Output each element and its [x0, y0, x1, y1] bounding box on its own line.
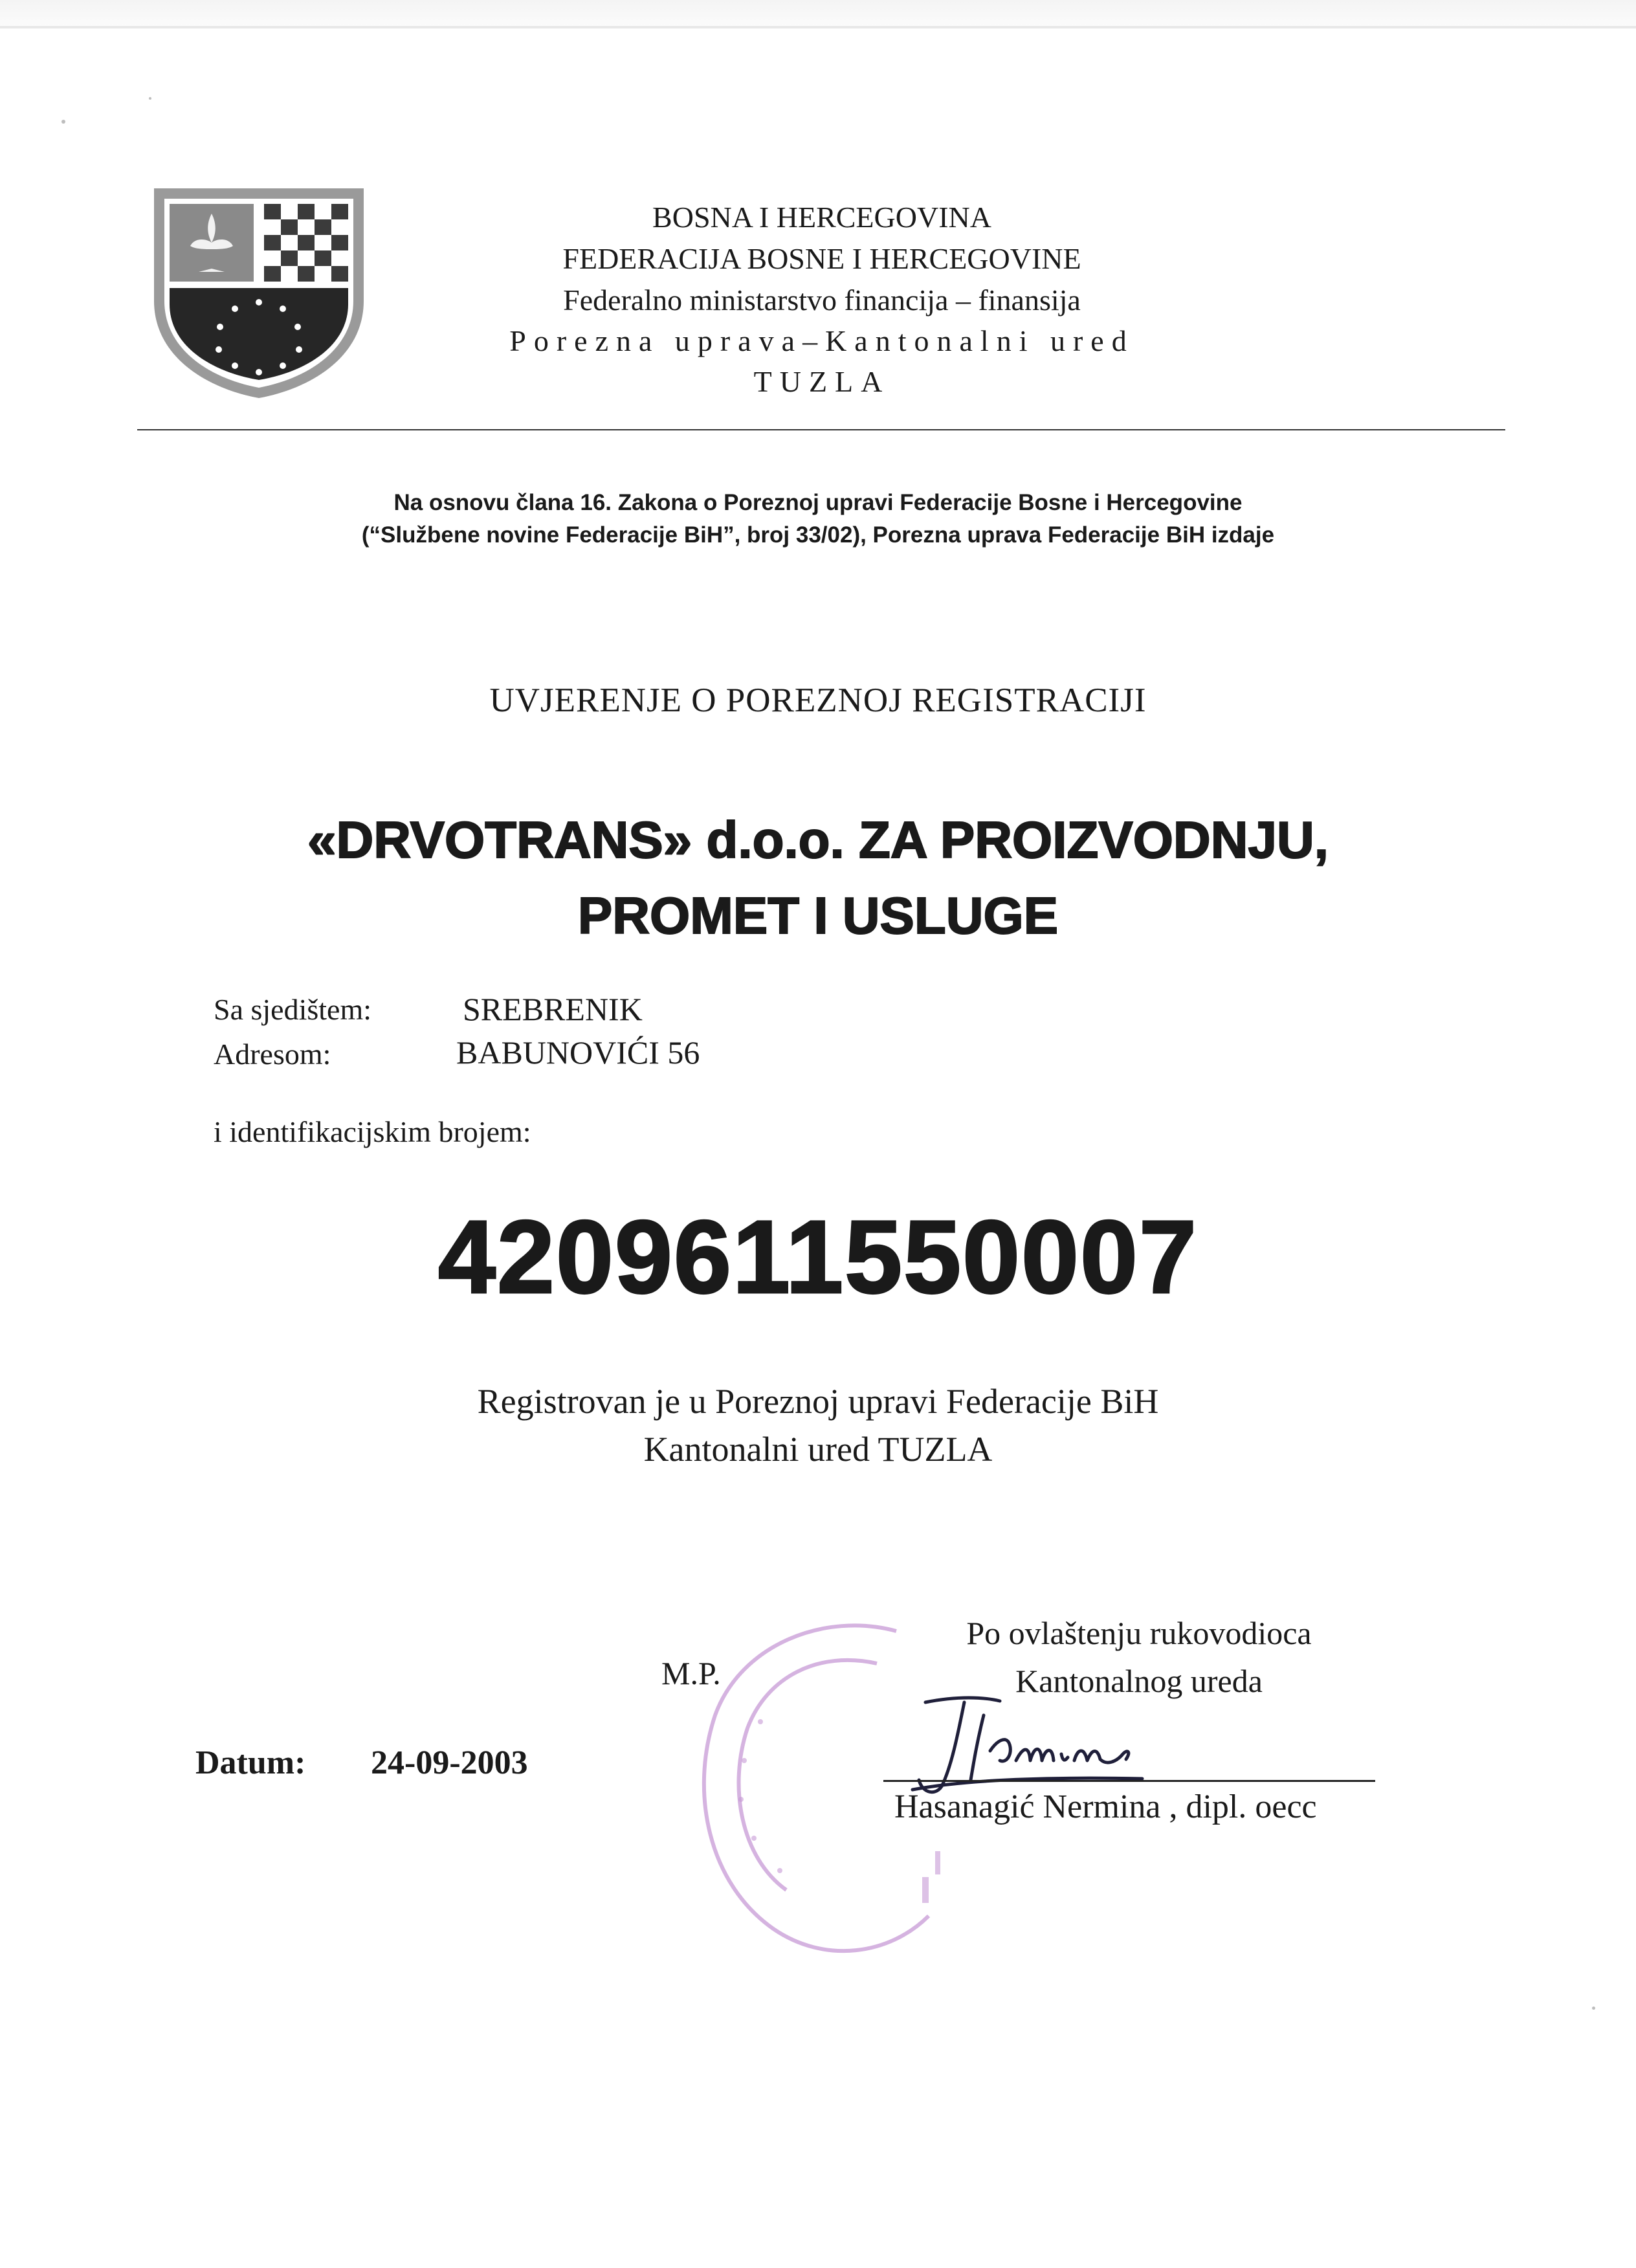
address-label: Adresom: [214, 1038, 331, 1071]
legal-basis-line2: (“Službene novine Federacije BiH”, broj 33/02), Porezna uprava Federacije BiH izdaje [361, 522, 1275, 548]
paper-top-shadow [0, 0, 1636, 26]
date-label: Datum: [195, 1744, 306, 1781]
authority-line1: Po ovlaštenju rukovodioca [966, 1615, 1312, 1651]
tax-id-number: 4209611550007 [438, 1199, 1198, 1315]
scan-speck [61, 120, 65, 124]
authority-line2: Kantonalnog ureda [1015, 1663, 1263, 1699]
header-divider [137, 429, 1505, 430]
date-value: 24-09-2003 [371, 1744, 528, 1781]
header-federation: FEDERACIJA BOSNE I HERCEGOVINE [562, 242, 1081, 275]
header-city: TUZLA [753, 365, 890, 398]
address-value: BABUNOVIĆI 56 [456, 1034, 700, 1071]
paper-top-edge [0, 26, 1636, 28]
header-office: Porezna uprava–Kantonalni ured [509, 324, 1134, 357]
seal-place-label: M.P. [661, 1655, 721, 1691]
legal-basis-line1: Na osnovu člana 16. Zakona o Poreznoj upravi Federacije Bosne i Hercegovine [393, 490, 1243, 515]
id-label: i identifikacijskim brojem: [214, 1115, 531, 1148]
handwritten-signature-icon [887, 1689, 1158, 1799]
seat-value: SREBRENIK [463, 991, 643, 1027]
signatory-name: Hasanagić Nermina , dipl. oecc [894, 1788, 1317, 1825]
header-ministry: Federalno ministarstvo financija – finansija [563, 284, 1081, 317]
header-country: BOSNA I HERCEGOVINA [652, 201, 991, 234]
coat-of-arms-icon [150, 184, 368, 401]
document-title: UVJERENJE O POREZNOJ REGISTRACIJI [489, 682, 1147, 719]
seat-label: Sa sjedištem: [214, 993, 372, 1026]
company-name-line2: PROMET I USLUGE [577, 887, 1059, 944]
company-name-line1: «DRVOTRANS» d.o.o. ZA PROIZVODNJU, [307, 811, 1329, 869]
signature-line [883, 1780, 1375, 1782]
registration-line1: Registrovan je u Poreznoj upravi Federacije BiH [477, 1382, 1159, 1421]
scan-speck [149, 97, 151, 100]
registration-line2: Kantonalni ured TUZLA [643, 1430, 993, 1469]
scan-speck [1592, 2007, 1595, 2010]
